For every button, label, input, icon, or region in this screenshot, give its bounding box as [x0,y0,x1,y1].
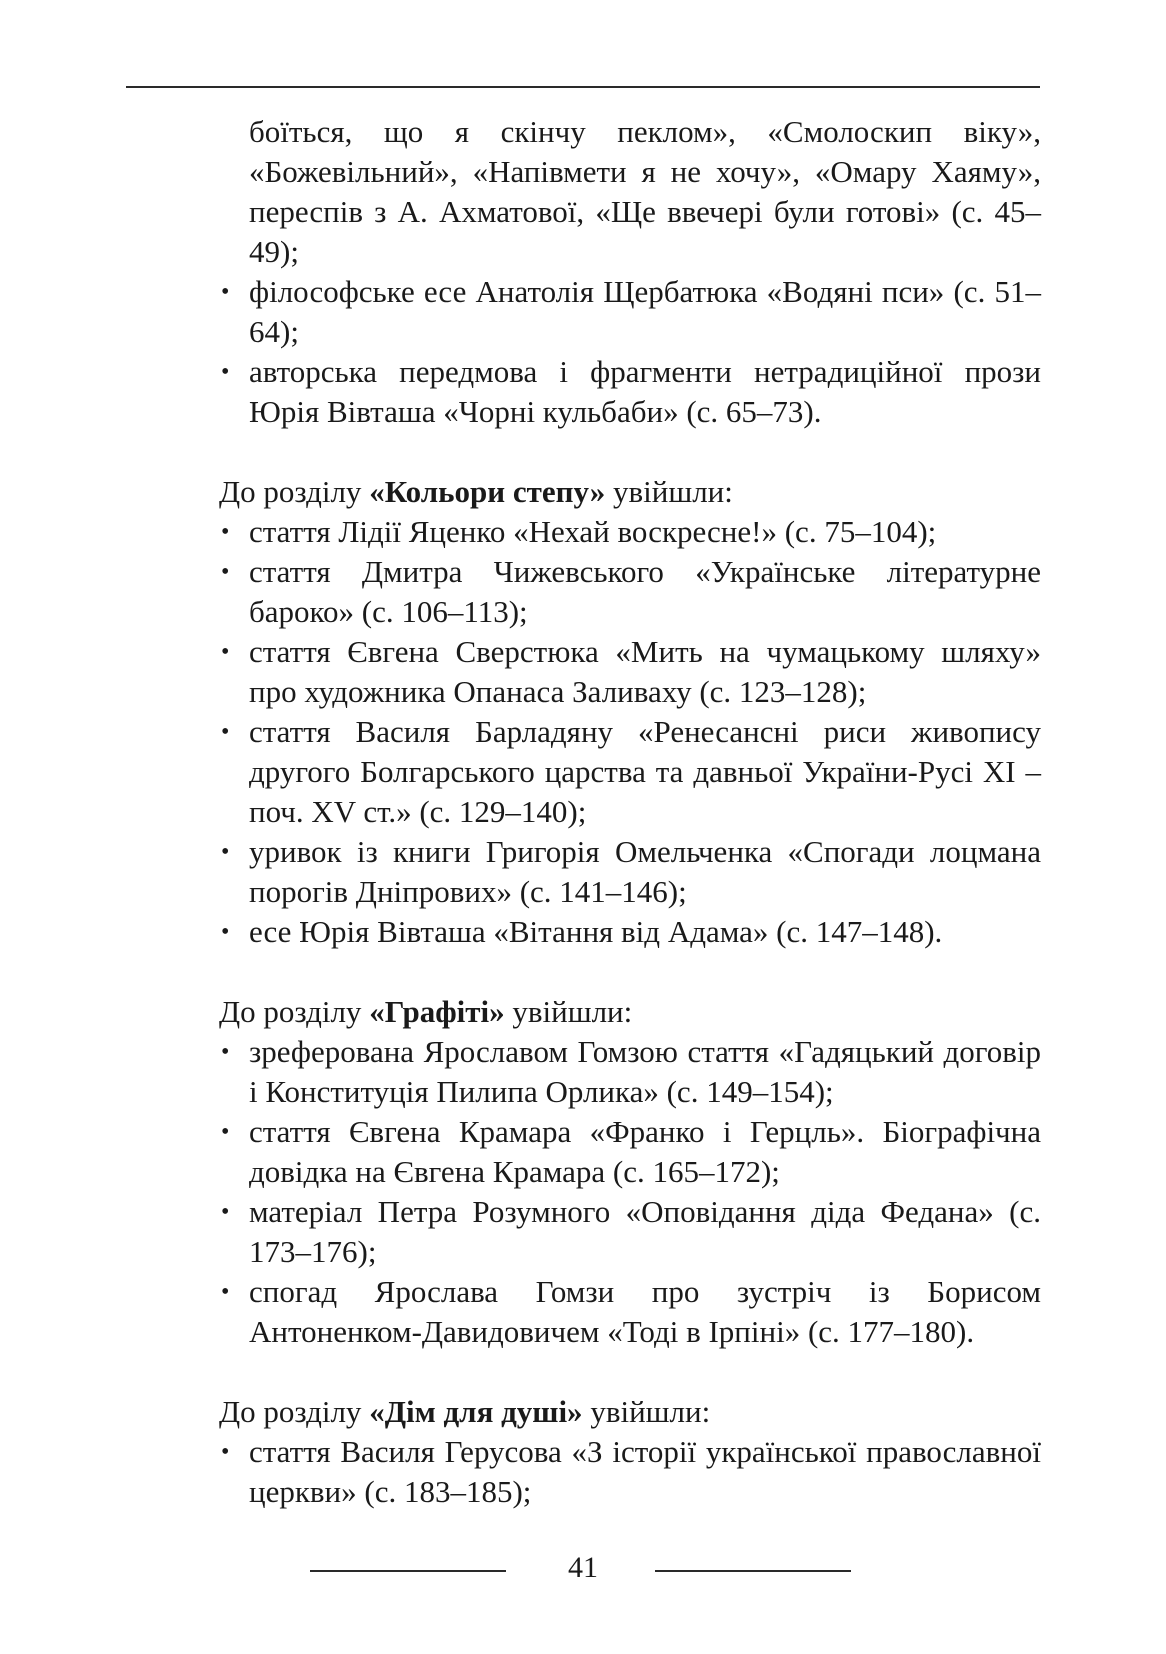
list-item-text: стаття Євгена Крамара «Франко і Герцль». Біографічна довідка на Євгена Крамара (с. 165–172); [249,1114,1041,1189]
list-item [219,1112,1041,1192]
list-item-text: есе Юрія Вівташа «Вітання від Адама» (с. 147–148). [249,914,943,949]
section-spacer [219,432,1041,472]
section-prefix: До розділу [219,994,370,1029]
section-suffix: увійшли: [605,474,733,509]
footer-rule-right [655,1570,851,1572]
bullet-icon: • [221,359,230,385]
section-suffix: увійшли: [504,994,633,1029]
list-item [219,912,1041,952]
section-list [219,1032,1041,1352]
list-item [219,832,1041,912]
bullet-icon: • [221,1039,230,1065]
list-item [219,632,1041,712]
list-item [219,1192,1041,1272]
list-item [219,1272,1041,1352]
intro-list [219,272,1041,432]
bullet-icon: • [221,559,230,585]
section-list [219,512,1041,952]
bullet-icon: • [221,279,230,305]
page-number: 41 [568,1551,598,1584]
header-rule [126,86,1040,88]
section-suffix: увійшли: [582,1394,711,1429]
bullet-icon: • [221,1119,230,1145]
bullet-icon: • [221,1279,230,1305]
page-footer [0,1548,1166,1588]
bullet-icon: • [221,1439,230,1465]
footer-rule-left [310,1570,506,1572]
bullet-icon: • [221,919,230,945]
list-item [219,712,1041,832]
section-spacer [219,1352,1041,1392]
section-heading [219,992,1041,1032]
bullet-icon: • [221,839,230,865]
section-spacer [219,952,1041,992]
list-item-text: уривок із книги Григорія Омельченка «Спогади лоцмана порогів Дніпрових» (с. 141–146); [249,834,1041,909]
section-heading [219,472,1041,512]
bullet-icon: • [221,519,230,545]
section-heading [219,1392,1041,1432]
list-item [219,1432,1041,1512]
section-title: «Графіті» [369,994,505,1029]
list-item [219,552,1041,632]
list-item-text: стаття Євгена Сверстюка «Мить на чумацькому шляху» про художника Опанаса Заливаху (с. 123–128); [249,634,1041,709]
list-item-text: стаття Василя Герусова «З історії української православної церкви» (с. 183–185); [249,1434,1041,1509]
page-body [219,112,1041,1512]
section-prefix: До розділу [219,1394,370,1429]
bullet-icon: • [221,639,230,665]
section-prefix: До розділу [219,474,370,509]
continued-paragraph: боїться, що я скінчу пеклом», «Смолоскип віку», «Божевільний», «Напівмети я не хочу», «Омару Хаяму», переспів з А. Ахматової, «Ще ввечері були готові» (с. 45–49); [249,114,1041,269]
list-item [219,352,1041,432]
list-item-text: зреферована Ярославом Гомзою стаття «Гадяцький договір і Конституція Пилипа Орлика» (с. 149–154); [249,1034,1041,1109]
list-item [219,272,1041,352]
list-item [219,512,1041,552]
list-item-text: філософське есе Анатолія Щербатюка «Водяні пси» (с. 51–64); [249,274,1041,349]
list-item-text: стаття Дмитра Чижевського «Українське літературне бароко» (с. 106–113); [249,554,1041,629]
list-item [219,1032,1041,1112]
bullet-icon: • [221,719,230,745]
list-item-text: авторська передмова і фрагменти нетрадиційної прози Юрія Вівташа «Чорні кульбаби» (с. 65–73). [249,354,1041,429]
list-item-text: спогад Ярослава Гомзи про зустріч із Борисом Антоненком-Давидовичем «Тоді в Ірпіні» (с. 177–180). [249,1274,1041,1349]
list-item-text: матеріал Петра Розумного «Оповідання діда Федана» (с. 173–176); [249,1194,1041,1269]
bullet-icon: • [221,1199,230,1225]
section-list [219,1432,1041,1512]
list-item-text: стаття Василя Барладяну «Ренесансні риси живопису другого Болгарського царства та давньої України-Русі XI – поч. XV ст.» (с. 129–140); [249,714,1041,829]
list-item-text: стаття Лідії Яценко «Нехай воскресне!» (с. 75–104); [249,514,937,549]
section-title: «Кольори степу» [369,474,606,509]
section-title: «Дім для душі» [369,1394,583,1429]
